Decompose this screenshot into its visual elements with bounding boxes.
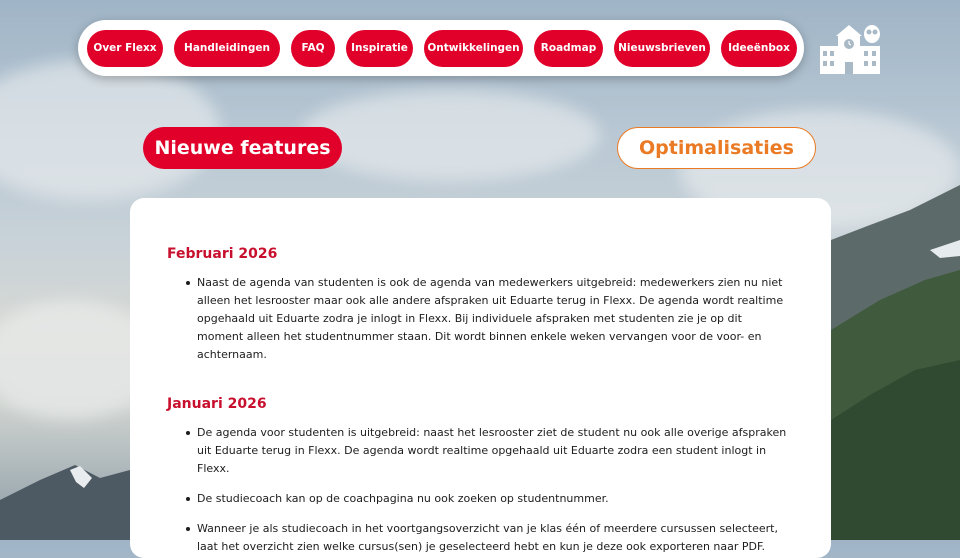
nav-over-flexx[interactable]: Over Flexx: [87, 30, 163, 67]
feature-list: [167, 274, 791, 364]
nav-ontwikkelingen[interactable]: Ontwikkelingen: [424, 30, 523, 67]
nav-roadmap[interactable]: Roadmap: [534, 30, 603, 67]
nav-handleidingen[interactable]: Handleidingen: [174, 30, 280, 67]
tab-optimalisaties[interactable]: Optimalisaties: [617, 127, 816, 169]
feature-list: [167, 424, 791, 556]
nav-nieuwsbrieven[interactable]: Nieuwsbrieven: [614, 30, 710, 67]
tab-nieuwe-features[interactable]: Nieuwe features: [143, 127, 342, 169]
features-card: [130, 198, 831, 558]
feature-item: De agenda voor studenten is uitgebreid: naast het lesrooster ziet de student nu ook alle overige afspraken uit Eduarte terug in Flexx. De agenda wordt realtime opgehaald uit Eduarte zodra een student inlogt in Flexx.: [167, 424, 791, 478]
feature-item: Naast de agenda van studenten is ook de agenda van medewerkers uitgebreid: medewerkers zien nu niet alleen het lesrooster maar ook alle andere afspraken uit Eduarte terug in Flexx. De agenda wordt realtime opgehaald uit Eduarte zodra je inlogt in Flexx. Bij individuele afspraken met studenten zie je op dit moment alleen het studentnummer staan. Dit wordt binnen enkele weken vervangen voor de voor- en achternaam.: [167, 274, 791, 364]
nav-ideeenbox[interactable]: Ideeënbox: [721, 30, 797, 67]
month-heading: Januari 2026: [167, 396, 267, 412]
feature-item: De studiecoach kan op de coachpagina nu ook zoeken op studentnummer.: [167, 490, 791, 508]
month-section: [167, 396, 791, 556]
school-building-owl-icon[interactable]: [818, 22, 882, 74]
nav-inspiratie[interactable]: Inspiratie: [346, 30, 413, 67]
month-heading: Februari 2026: [167, 246, 278, 262]
month-section: [167, 246, 791, 364]
feature-item: Wanneer je als studiecoach in het voortgangsoverzicht van je klas één of meerdere cursussen selecteert, laat het overzicht zien welke cursus(sen) je geselecteerd hebt en kun je deze ook exporteren naar PDF.: [167, 520, 791, 556]
top-navigation: [78, 20, 804, 76]
nav-faq[interactable]: FAQ: [291, 30, 335, 67]
